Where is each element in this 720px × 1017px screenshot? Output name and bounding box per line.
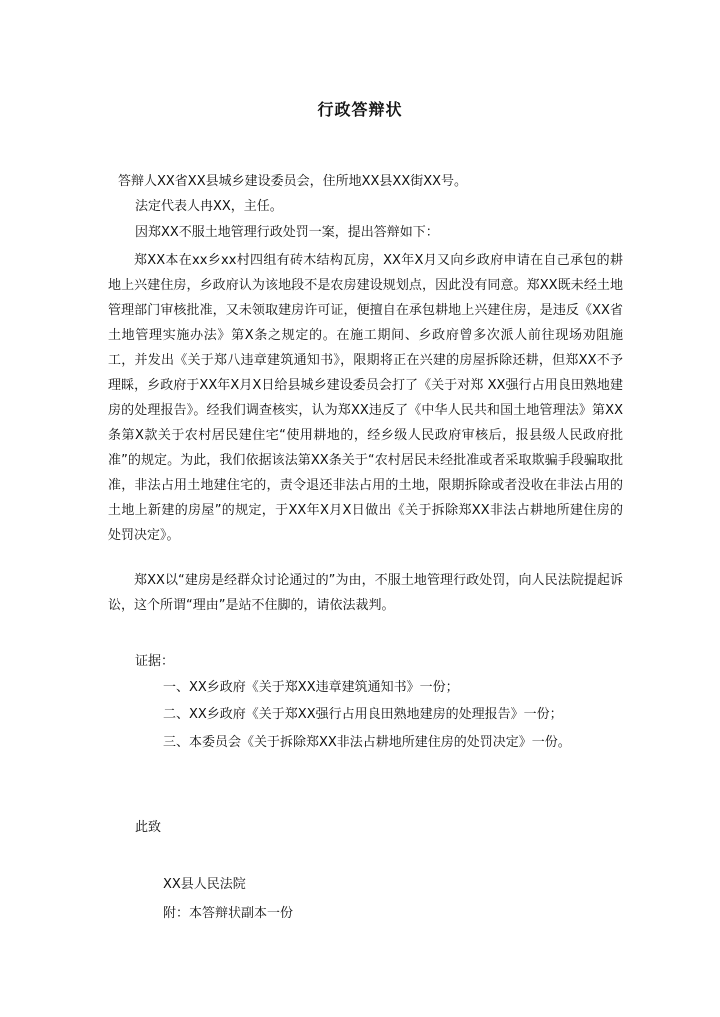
attachment-note: 附：本答辩状副本一份 [163,906,294,921]
body-paragraph-2: 郑XX以“建房是经群众讨论通过的”为由，不服土地管理行政处罚，向人民法院提起诉讼，这个所谓“理由”是站不住脚的，请依法裁判。 [108,573,623,613]
respondent-line: 答辩人XX省XX县城乡建设委员会，住所地XX县XX街XX号。 [118,174,468,189]
closing-line: 此致 [135,820,162,835]
court-name: XX县人民法院 [163,877,246,892]
evidence-item: 二、XX乡政府《关于郑XX强行占用良田熟地建房的处理报告》一份； [163,707,563,722]
evidence-item: 三、本委员会《关于拆除郑XX非法占耕地所建住房的处罚决定》一份。 [163,735,571,750]
intro-line: 因郑XX不服土地管理行政处罚一案，提出答辩如下： [135,225,439,240]
evidence-item: 一、XX乡政府《关于郑XX违章建筑通知书》一份； [163,680,459,695]
representative-line: 法定代表人冉XX，主任。 [135,199,283,214]
evidence-label: 证据： [135,654,175,669]
body-paragraph-1: 郑XX本在xx乡xx村四组有砖木结构瓦房，XX年X月又向乡政府申请在自己承包的耕地上兴建住房，乡政府认为该地段不是农房建设规划点，因此没有同意。郑XX既未经土地管理部门审核批准，又未领取建房许可证，便擅自在承包耕地上兴建住房，是违反《XX省土地管理实施办法》第X条之规定的。在施工期间、乡政府曾多次派人前往现场劝阻施工，并发出《关于郑八违章建筑通知书》，限期将正在兴建的房屋拆除还耕，但郑XX不予理睬，乡政府于XX年X月X日给县城乡建设委员会打了《关于对郑 XX强行占用良田熟地建房的处理报告》。经我们调查核实，认为郑XX违反了《中华人民共和国土地管理法》第XX条第X款关于农村居民建住宅“使用耕地的，经乡级人民政府审核后，报县级人民政府批准”的规定。为此，我们依据该法第XX条关于“农村居民未经批准或者采取欺骗手段骗取批准，非法占用土地建住宅的，责令退还非法占用的土地，限期拆除或者没收在非法占用的土地上新建的房屋”的规定，于XX年X月X日做出《关于拆除郑XX非法占耕地所建住房的处罚决定》。 [108,253,623,543]
document-title: 行政答辩状 [317,100,403,119]
